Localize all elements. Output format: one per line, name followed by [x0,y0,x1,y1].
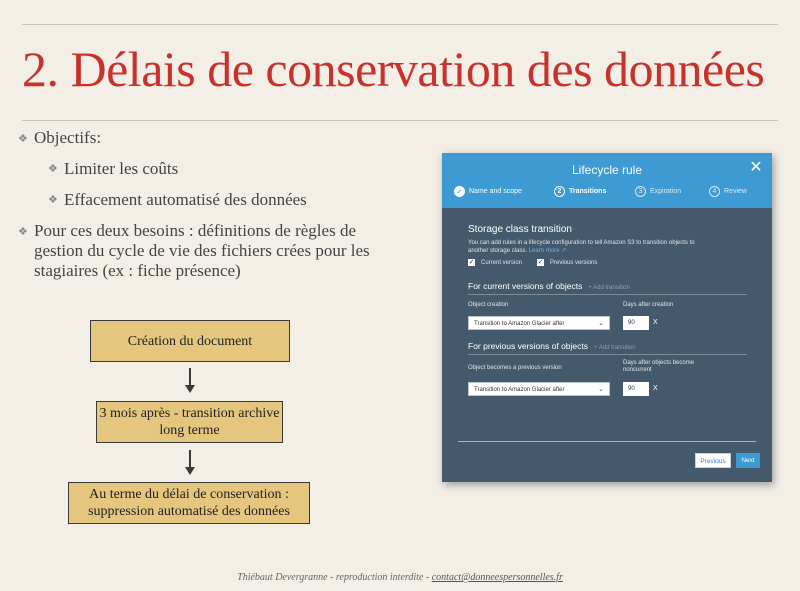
checkbox-current-version[interactable]: ✓ Current version [468,259,523,266]
previous-versions-header: For previous versions of objects + Add transition [468,341,636,351]
contact-email-link[interactable]: contact@donneespersonnelles.fr [431,572,563,583]
bullet-effacement: ❖ Effacement automatisé des données [48,190,307,209]
previous-version-label: Object becomes a previous version [468,365,562,371]
diamond-bullet-icon: ❖ [48,194,58,206]
step-review[interactable]: 4 Review [709,186,747,197]
add-transition-current[interactable]: + Add transition [588,285,630,291]
modal-footer-divider [458,441,756,442]
remove-previous-transition[interactable]: X [653,385,658,392]
previous-transition-select[interactable]: Transition to Amazon Glacier after ⌄ [468,382,610,396]
step-number: 2 [554,186,565,197]
title-underline [22,120,778,121]
step-transitions[interactable]: 2 Transitions [554,186,606,197]
current-divider [468,294,747,295]
diamond-bullet-icon: ❖ [18,133,28,145]
bullet-objectifs: ❖ Objectifs: [18,128,102,147]
chevron-down-icon: ⌄ [598,386,604,393]
previous-divider [468,354,747,355]
modal-header [442,153,772,208]
days-noncurrent-label: Days after objects become noncurrent [623,360,695,373]
bullet-besoins: ❖ Pour ces deux besoins : définitions de règles de gestion du cycle de vie des fichiers crées pour les stagiaires (ex : fiche présence) [18,221,370,280]
flow-arrow-2 [189,450,191,467]
step-number: 3 [635,186,646,197]
external-link-icon: ↗ [559,248,567,254]
top-rule [22,24,778,25]
remove-current-transition[interactable]: X [653,319,658,326]
flow-step-transition: 3 mois après - transition archive long terme [96,401,283,443]
section-title: Storage class transition [468,224,572,235]
close-icon[interactable]: ✕ [749,159,763,176]
lifecycle-rule-modal [442,153,772,482]
section-description: You can add rules in a lifecycle configuration to tell Amazon S3 to transition objects to another storage class. Learn more ↗ [468,240,695,254]
chevron-down-icon: ⌄ [598,320,604,327]
checkbox-checked-icon[interactable]: ✓ [537,259,544,266]
current-days-input[interactable]: 90 [623,316,649,330]
flow-step-creation: Création du document [90,320,290,362]
checkbox-checked-icon[interactable]: ✓ [468,259,475,266]
checkbox-previous-versions[interactable]: ✓ Previous versions [537,259,598,266]
step-expiration[interactable]: 3 Expiration [635,186,681,197]
slide-footer: Thiébaut Devergranne - reproduction interdite - contact@donneespersonnelles.fr [237,572,563,583]
next-button[interactable]: Next [736,453,760,468]
flow-step-suppression: Au terme du délai de conservation : suppression automatisé des données [68,482,310,524]
days-after-creation-label: Days after creation [623,302,674,308]
current-versions-header: For current versions of objects + Add transition [468,281,630,291]
previous-button[interactable]: Previous [695,453,731,468]
previous-days-input[interactable]: 90 [623,382,649,396]
bullet-list [18,128,418,292]
flow-arrowhead-2 [185,467,195,475]
wizard-steps [442,186,772,204]
step-number: 4 [709,186,720,197]
flow-arrowhead-1 [185,385,195,393]
object-creation-label: Object creation [468,302,509,308]
current-transition-select[interactable]: Transition to Amazon Glacier after ⌄ [468,316,610,330]
learn-more-link[interactable]: Learn more [528,248,560,254]
add-transition-previous[interactable]: + Add transition [594,345,636,351]
step-name-and-scope[interactable]: ✓ Name and scope [454,186,522,197]
modal-title: Lifecycle rule [571,163,643,177]
slide-title: 2. Délais de conservation des données [22,41,765,97]
flow-arrow-1 [189,368,191,385]
bullet-limiter: ❖ Limiter les coûts [48,159,179,178]
diamond-bullet-icon: ❖ [48,163,58,175]
check-icon: ✓ [454,186,465,197]
diamond-bullet-icon: ❖ [18,226,28,238]
